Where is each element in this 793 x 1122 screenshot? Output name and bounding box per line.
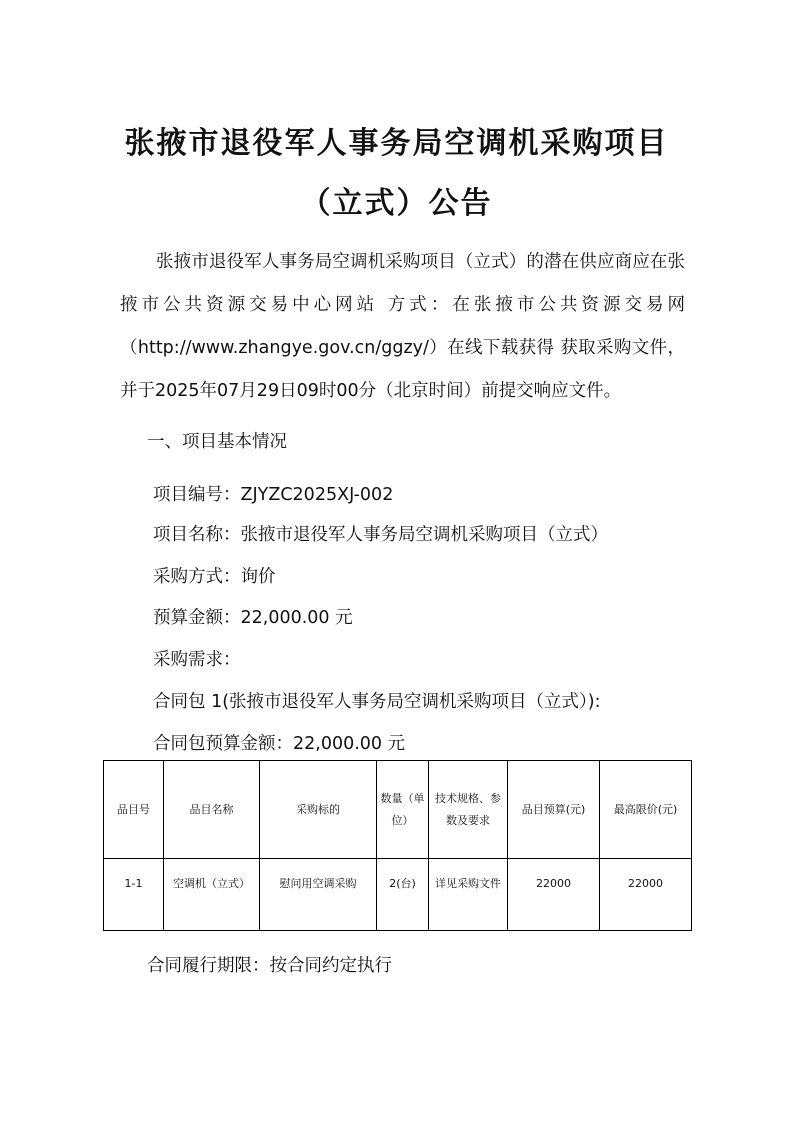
budget-amount: 预算金额：22,000.00 元: [153, 608, 353, 628]
cell-item-name: 空调机（立式）: [164, 859, 260, 931]
table-row: [104, 859, 692, 931]
project-name: 项目名称：张掖市退役军人事务局空调机采购项目（立式）: [153, 525, 608, 545]
header-quantity: 数量（单位）: [377, 761, 429, 859]
cell-item-budget: 22000: [508, 859, 600, 931]
header-item-budget: 品目预算(元): [508, 761, 600, 859]
package-budget: 合同包预算金额：22,000.00 元: [153, 734, 406, 754]
title-line-2: （立式）公告: [300, 186, 493, 221]
project-number: 项目编号：ZJYZC2025XJ-002: [153, 485, 394, 505]
procurement-method: 采购方式：询价: [153, 567, 276, 587]
intro-paragraph: 张掖市退役军人事务局空调机采购项目（立式）的潜在供应商应在张掖市公共资源交易中心网站 方式：在张掖市公共资源交易网（http://www.zhangye.gov.cn/ggzy/）在线下载获得 获取采购文件，并于2025年07月29日09时00分（北京时间）前提交响应文件。: [120, 252, 685, 401]
table-header-row: [104, 761, 692, 859]
header-item-name: 品目名称: [164, 761, 260, 859]
cell-spec: 详见采购文件: [429, 859, 508, 931]
header-max-price: 最高限价(元): [600, 761, 692, 859]
cell-max-price: 22000: [600, 859, 692, 931]
cell-subject: 慰问用空调采购: [260, 859, 377, 931]
header-subject: 采购标的: [260, 761, 377, 859]
cell-quantity: 2(台): [377, 859, 429, 931]
procurement-needs: 采购需求：: [153, 650, 241, 670]
cell-item-no: 1-1: [104, 859, 164, 931]
header-spec: 技术规格、参数及要求: [429, 761, 508, 859]
items-table: [103, 760, 692, 931]
header-item-no: 品目号: [104, 761, 164, 859]
contract-term: 合同履行期限：按合同约定执行: [147, 956, 392, 976]
contract-package: 合同包 1(张掖市退役军人事务局空调机采购项目（立式）):: [153, 692, 601, 712]
title-line-1: 张掖市退役军人事务局空调机采购项目: [124, 126, 669, 161]
section-heading: 一、项目基本情况: [147, 432, 287, 452]
